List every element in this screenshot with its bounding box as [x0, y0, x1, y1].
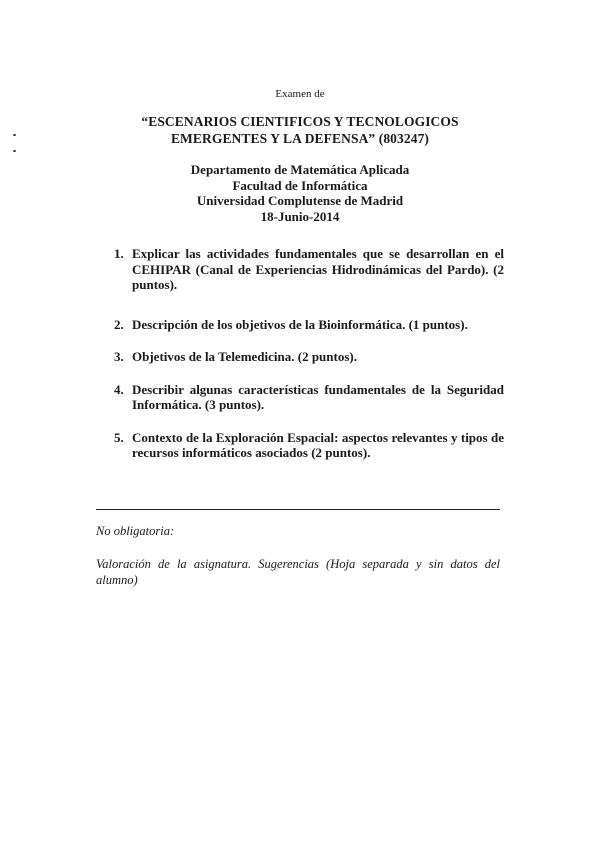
question-list	[114, 246, 504, 461]
question-text: Contexto de la Exploración Espacial: aspectos relevantes y tipos de recursos informáticos asociados (2 puntos).	[132, 429, 504, 460]
question-number: 2.	[114, 316, 124, 332]
question-item	[114, 246, 504, 293]
question-text: Descripción de los objetivos de la Bioinformática. (1 puntos).	[132, 316, 468, 332]
exam-kicker: Examen de	[275, 88, 325, 100]
optional-label: No obligatoria:	[96, 524, 175, 538]
institution-block	[0, 162, 600, 224]
question-text: Objetivos de la Telemedicina. (2 puntos).	[132, 349, 357, 364]
question-number: 5.	[114, 429, 124, 445]
question-item	[114, 382, 504, 413]
feedback-request: Valoración de la asignatura. Sugerencias (Hoja separada y sin datos del alumno)	[96, 557, 500, 587]
scan-speck	[13, 150, 16, 152]
question-item	[114, 317, 504, 333]
question-number: 4.	[114, 381, 124, 397]
department-name: Departamento de Matemática Aplicada	[190, 162, 410, 177]
question-number: 1.	[114, 246, 124, 261]
faculty-name: Facultad de Informática	[232, 177, 368, 193]
university-name: Universidad Complutense de Madrid	[196, 193, 404, 208]
question-text: Describir algunas características fundamentales de la Seguridad Informática. (3 puntos).	[132, 381, 504, 412]
question-item	[114, 349, 504, 365]
section-divider	[96, 509, 500, 510]
question-item	[114, 430, 504, 461]
exam-date: 18-Junio-2014	[260, 208, 340, 224]
question-text: Explicar las actividades fundamentales que se desarrollan en el CEHIPAR (Canal de Experiencias Hidrodinámicas del Pardo). (2 puntos).	[132, 246, 504, 292]
course-title: “ESCENARIOS CIENTIFICOS Y TECNOLOGICOS EMERGENTES Y LA DEFENSA” (803247)	[141, 114, 459, 146]
question-number: 3.	[114, 349, 124, 364]
